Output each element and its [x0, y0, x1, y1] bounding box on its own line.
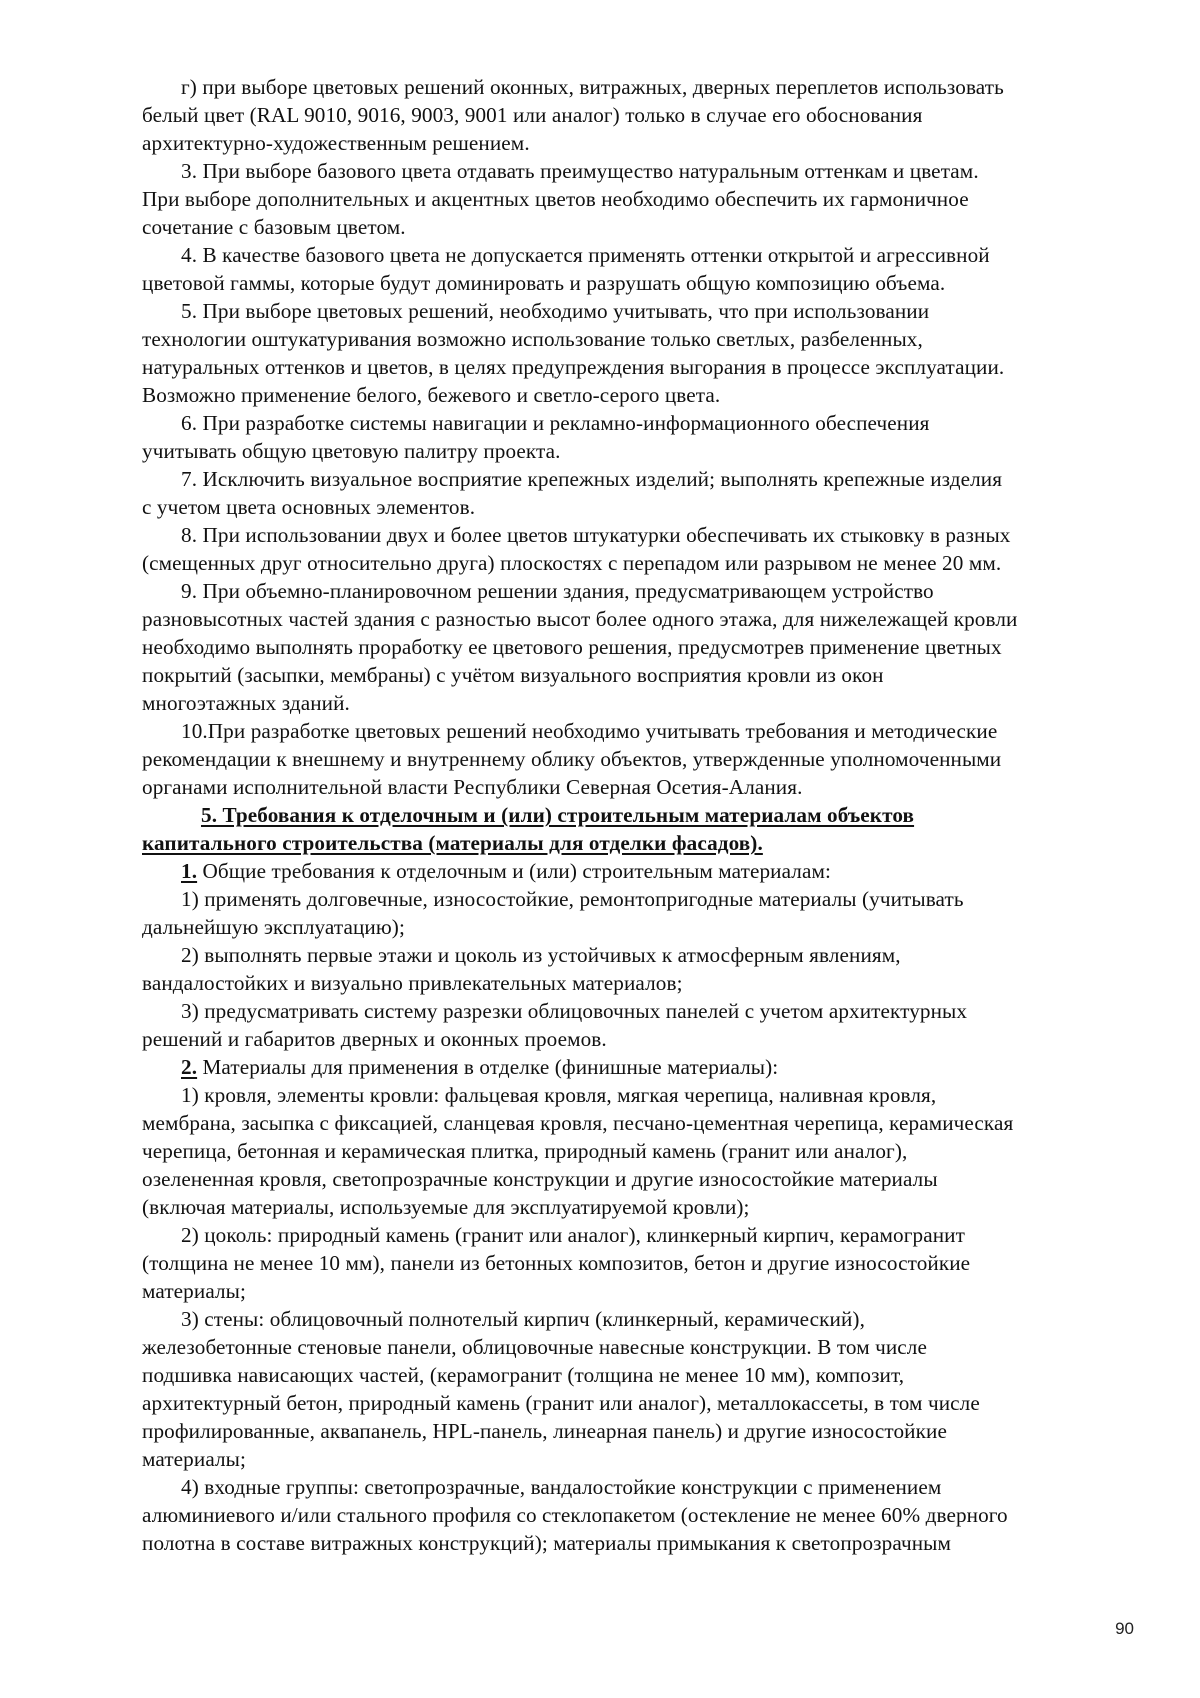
- text-line: 3) предусматривать систему разрезки облицовочных панелей с учетом архитектурных: [181, 999, 968, 1023]
- text-line: материалы;: [142, 1279, 246, 1303]
- text-line: Возможно применение белого, бежевого и светло-серого цвета.: [142, 383, 721, 407]
- text-line: разновысотных частей здания с разностью высот более одного этажа, для нижележащей кровли: [142, 607, 1018, 631]
- page-number: 90: [1115, 1619, 1134, 1638]
- text-line: 7. Исключить визуальное восприятие крепежных изделий; выполнять крепежные изделия: [181, 467, 1003, 491]
- text-line: 4) входные группы: светопрозрачные, вандалостойкие конструкции с применением: [181, 1475, 942, 1499]
- text-line: (включая материалы, используемые для эксплуатируемой кровли);: [142, 1195, 750, 1219]
- text-line: сочетание с базовым цветом.: [142, 215, 406, 239]
- text-line: 8. При использовании двух и более цветов штукатурки обеспечивать их стыковку в разных: [181, 523, 1011, 547]
- text-line: 2) выполнять первые этажи и цоколь из устойчивых к атмосферным явлениям,: [181, 943, 901, 967]
- text-line: белый цвет (RAL 9010, 9016, 9003, 9001 или аналог) только в случае его обоснования: [142, 103, 923, 127]
- text-line: полотна в составе витражных конструкций); материалы примыкания к светопрозрачным: [142, 1531, 952, 1555]
- text-line: 6. При разработке системы навигации и рекламно-информационного обеспечения: [181, 411, 930, 435]
- text-line: При выборе дополнительных и акцентных цветов необходимо обеспечить их гармоничное: [142, 187, 969, 211]
- text-line: железобетонные стеновые панели, облицовочные навесные конструкции. В том числе: [142, 1335, 927, 1359]
- subsection-line: [181, 857, 831, 885]
- section-heading: капитального строительства (материалы для отделки фасадов).: [142, 831, 763, 855]
- text-line: органами исполнительной власти Республики Северная Осетия-Алания.: [142, 775, 803, 799]
- subsection-number: 1.: [181, 859, 198, 883]
- text-line: натуральных оттенков и цветов, в целях предупреждения выгорания в процессе эксплуатации.: [142, 355, 1005, 379]
- text-line: 9. При объемно-планировочном решении здания, предусматривающем устройство: [181, 579, 934, 603]
- text-line: решений и габаритов дверных и оконных проемов.: [142, 1027, 607, 1051]
- text-line: озелененная кровля, светопрозрачные конструкции и другие износостойкие материалы: [142, 1167, 938, 1191]
- text-line: 10.При разработке цветовых решений необходимо учитывать требования и методические: [181, 719, 998, 743]
- text-line: многоэтажных зданий.: [142, 691, 350, 715]
- subsection-number: 2.: [181, 1055, 198, 1079]
- text-line: дальнейшую эксплуатацию);: [142, 915, 405, 939]
- text-line: материалы;: [142, 1447, 246, 1471]
- text-line: г) при выборе цветовых решений оконных, витражных, дверных переплетов использовать: [181, 75, 1004, 99]
- text-line: архитектурный бетон, природный камень (гранит или аналог), металлокассеты, в том числе: [142, 1391, 980, 1415]
- text-line: 4. В качестве базового цвета не допускается применять оттенки открытой и агрессивной: [181, 243, 990, 267]
- text-line: цветовой гаммы, которые будут доминировать и разрушать общую композицию объема.: [142, 271, 946, 295]
- subsection-title: Материалы для применения в отделке (финишные материалы):: [197, 1055, 779, 1079]
- text-line: 3) стены: облицовочный полнотелый кирпич (клинкерный, керамический),: [181, 1307, 865, 1331]
- text-line: учитывать общую цветовую палитру проекта.: [142, 439, 561, 463]
- text-line: черепица, бетонная и керамическая плитка, природный камень (гранит или аналог),: [142, 1139, 908, 1163]
- text-line: (смещенных друг относительно друга) плоскостях с перепадом или разрывом не менее 20 мм.: [142, 551, 1002, 575]
- text-line: необходимо выполнять проработку ее цветового решения, предусмотрев применение цветных: [142, 635, 1002, 659]
- text-line: алюминиевого и/или стального профиля со стеклопакетом (остекление не менее 60% дверного: [142, 1503, 1008, 1527]
- text-line: покрытий (засыпки, мембраны) с учётом визуального восприятия кровли из окон: [142, 663, 884, 687]
- text-line: подшивка нависающих частей, (керамогранит (толщина не менее 10 мм), композит,: [142, 1363, 905, 1387]
- text-line: 5. При выборе цветовых решений, необходимо учитывать, что при использовании: [181, 299, 930, 323]
- text-line: вандалостойких и визуально привлекательных материалов;: [142, 971, 683, 995]
- text-line: мембрана, засыпка с фиксацией, сланцевая кровля, песчано-цементная черепица, керамическая: [142, 1111, 1014, 1135]
- text-line: (толщина не менее 10 мм), панели из бетонных композитов, бетон и другие износостойкие: [142, 1251, 971, 1275]
- text-line: 3. При выборе базового цвета отдавать преимущество натуральным оттенкам и цветам.: [181, 159, 979, 183]
- text-line: с учетом цвета основных элементов.: [142, 495, 476, 519]
- subsection-line: [181, 1053, 778, 1081]
- text-line: рекомендации к внешнему и внутреннему облику объектов, утвержденные уполномоченными: [142, 747, 1002, 771]
- section-heading: 5. Требования к отделочным и (или) строительным материалам объектов: [201, 803, 915, 827]
- text-line: технологии оштукатуривания возможно использование только светлых, разбеленных,: [142, 327, 923, 351]
- text-line: 2) цоколь: природный камень (гранит или аналог), клинкерный кирпич, керамогранит: [181, 1223, 965, 1247]
- text-line: профилированные, аквапанель, HPL-панель, линеарная панель) и другие износостойкие: [142, 1419, 947, 1443]
- text-line: архитектурно-художественным решением.: [142, 131, 530, 155]
- text-line: 1) кровля, элементы кровли: фальцевая кровля, мягкая черепица, наливная кровля,: [181, 1083, 937, 1107]
- text-line: 1) применять долговечные, износостойкие, ремонтопригодные материалы (учитывать: [181, 887, 964, 911]
- subsection-title: Общие требования к отделочным и (или) строительным материалам:: [197, 859, 831, 883]
